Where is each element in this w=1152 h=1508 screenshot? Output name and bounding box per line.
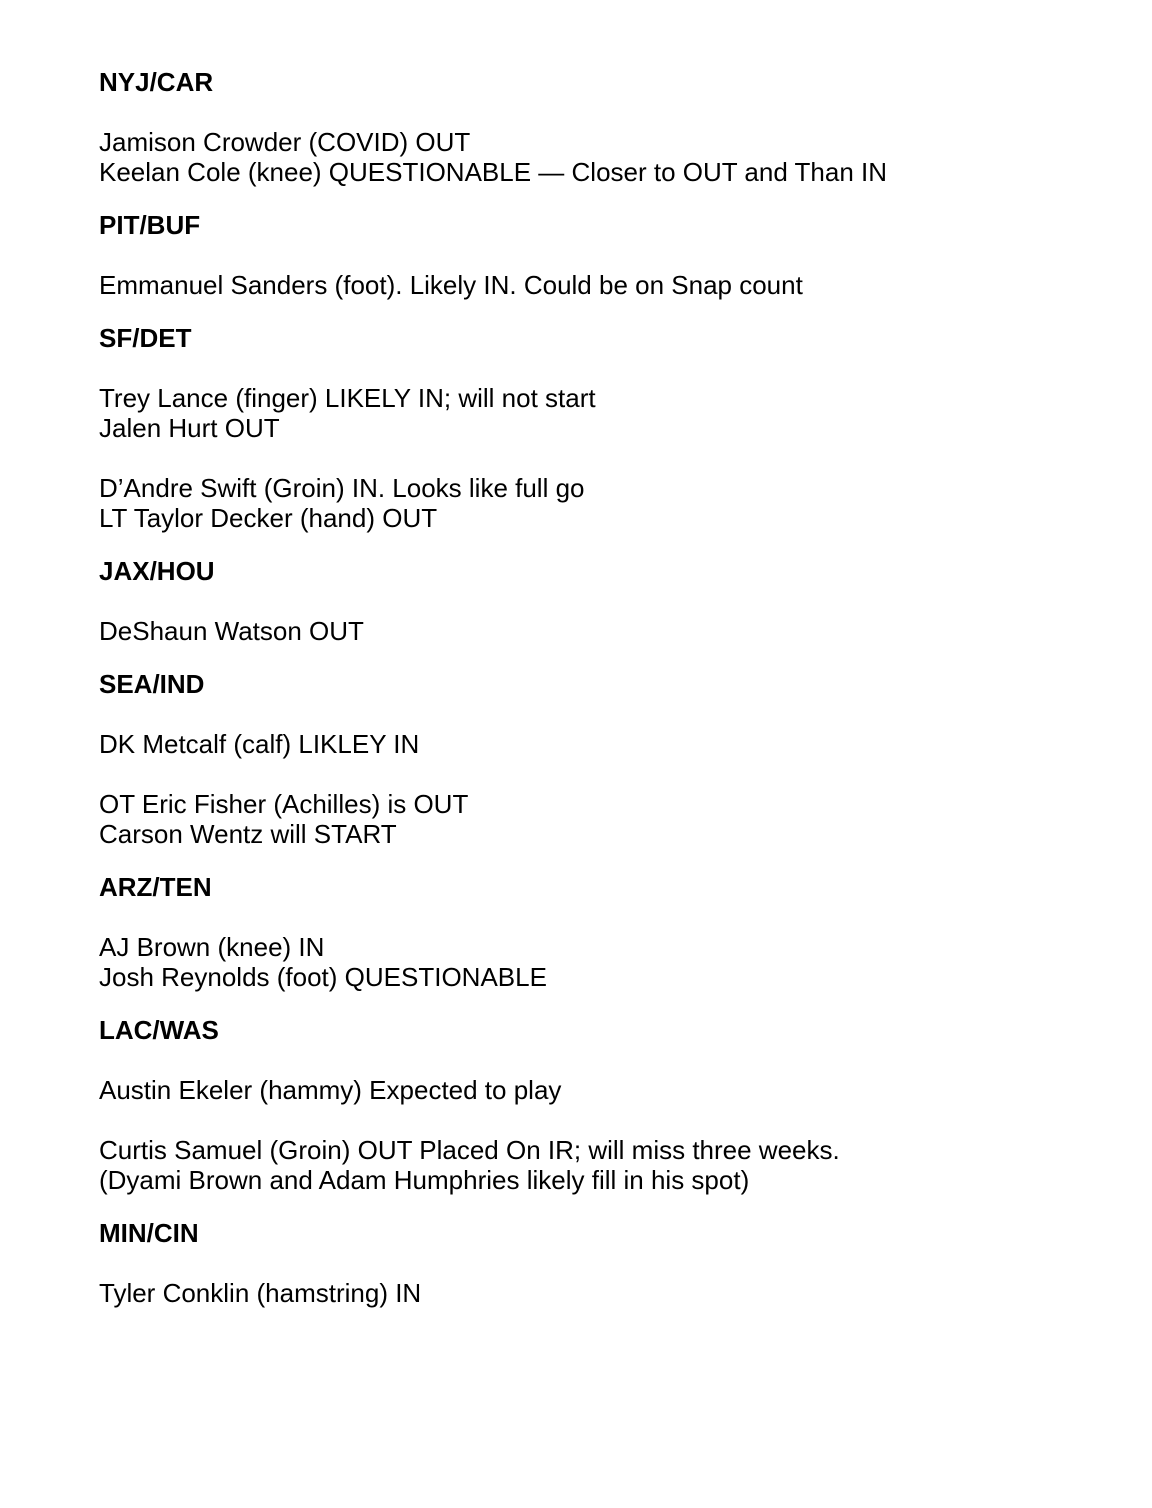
injury-block [99, 270, 1099, 300]
injury-line: D’Andre Swift (Groin) IN. Looks like full go [99, 473, 585, 503]
game-section-nyj-car [99, 67, 1099, 187]
matchup-heading: SEA/IND [99, 669, 205, 699]
injury-line: Carson Wentz will START [99, 819, 397, 849]
injury-block [99, 932, 1099, 992]
injury-line: (Dyami Brown and Adam Humphries likely fill in his spot) [99, 1165, 750, 1195]
injury-line: Tyler Conklin (hamstring) IN [99, 1278, 422, 1308]
injury-line: AJ Brown (knee) IN [99, 932, 325, 962]
injury-block [99, 1075, 1099, 1105]
matchup-heading: LAC/WAS [99, 1015, 219, 1045]
injury-line: Curtis Samuel (Groin) OUT Placed On IR; will miss three weeks. [99, 1135, 840, 1165]
game-section-lac-was [99, 1015, 1099, 1195]
injury-line: LT Taylor Decker (hand) OUT [99, 503, 438, 533]
injury-line: Jalen Hurt OUT [99, 413, 280, 443]
injury-line: Keelan Cole (knee) QUESTIONABLE — Closer to OUT and Than IN [99, 157, 888, 187]
injury-line: Jamison Crowder (COVID) OUT [99, 127, 471, 157]
game-section-sea-ind [99, 669, 1099, 849]
matchup-heading: PIT/BUF [99, 210, 201, 240]
injury-line: Josh Reynolds (foot) QUESTIONABLE [99, 962, 547, 992]
game-section-pit-buf [99, 210, 1099, 300]
injury-line: Emmanuel Sanders (foot). Likely IN. Could be on Snap count [99, 270, 803, 300]
injury-block [99, 383, 1099, 443]
game-section-min-cin [99, 1218, 1099, 1308]
matchup-heading: ARZ/TEN [99, 872, 212, 902]
game-section-sf-det [99, 323, 1099, 533]
injury-line: OT Eric Fisher (Achilles) is OUT [99, 789, 469, 819]
injury-block [99, 789, 1099, 849]
game-section-jax-hou [99, 556, 1099, 646]
injury-line: DeShaun Watson OUT [99, 616, 364, 646]
injury-block [99, 616, 1099, 646]
injury-block [99, 473, 1099, 533]
injury-block [99, 127, 1099, 187]
matchup-heading: JAX/HOU [99, 556, 215, 586]
matchup-heading: SF/DET [99, 323, 192, 353]
matchup-heading: NYJ/CAR [99, 67, 214, 97]
injury-line: Trey Lance (finger) LIKELY IN; will not start [99, 383, 596, 413]
injury-block [99, 1135, 1099, 1195]
injury-line: DK Metcalf (calf) LIKLEY IN [99, 729, 420, 759]
injury-block [99, 729, 1099, 759]
game-section-arz-ten [99, 872, 1099, 992]
injury-line: Austin Ekeler (hammy) Expected to play [99, 1075, 562, 1105]
injury-report [99, 67, 1099, 1331]
matchup-heading: MIN/CIN [99, 1218, 199, 1248]
injury-block [99, 1278, 1099, 1308]
